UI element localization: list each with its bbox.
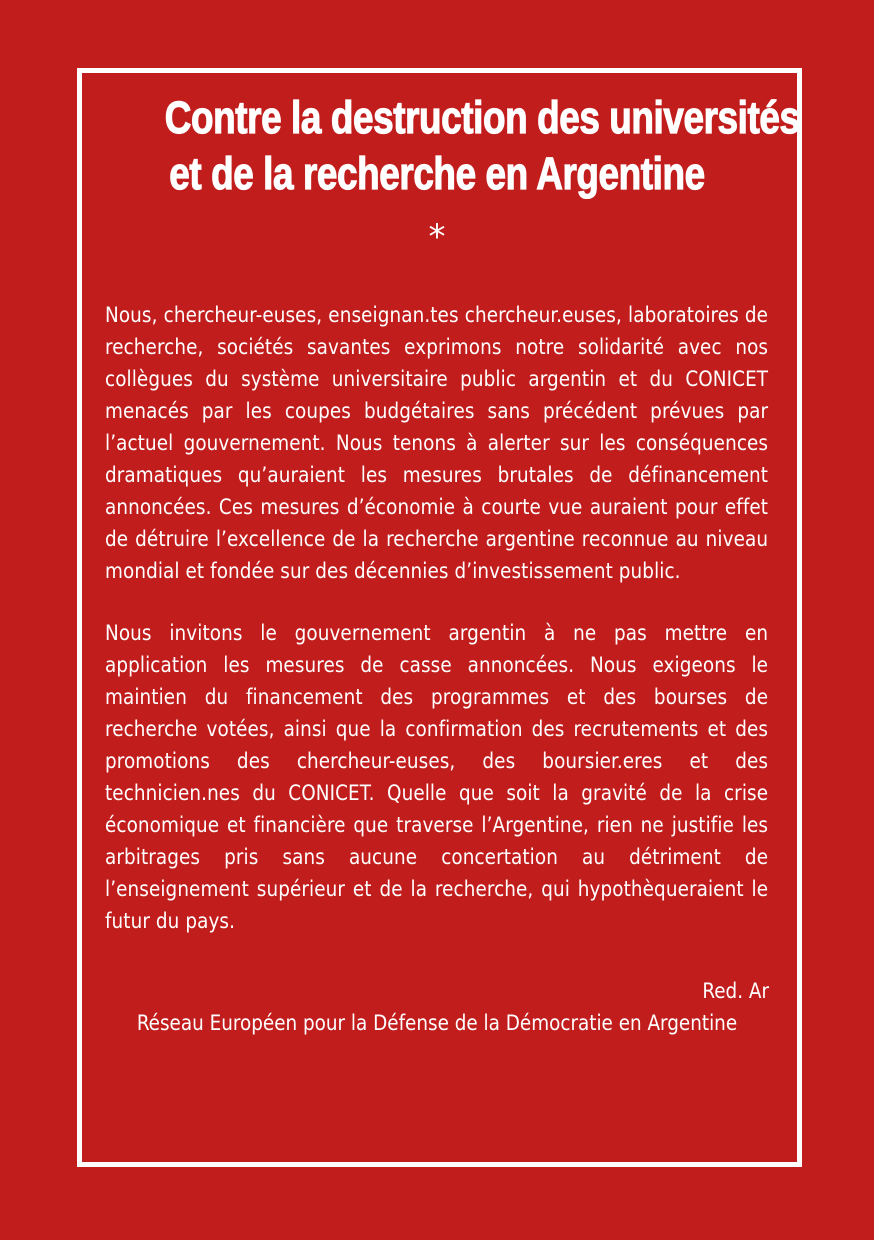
statement-paragraph-1: Nous, chercheur-euses, enseignan.tes chercheur.euses, laboratoires de recherche, sociétés savantes exprimons notre solidarité avec nos collègues du système universitaire public argentin et du CONICET menacés par les coupes budgétaires sans précédent prévues par l’actuel gouvernement. Nous tenons à alerter sur les conséquences dramatiques qu’auraient les mesures brutales de définancement annoncées. Ces mesures d’économie à courte vue auraient pour effet de détruire l’excellence de la recherche argentine reconnue au niveau mondial et fondée sur des décennies d’investissement public.	[105, 303, 769, 584]
signature-short-name: Red. Ar	[702, 979, 769, 1004]
page-title-line-1: Contre la destruction des universités	[164, 92, 800, 143]
asterisk-separator-icon: *	[428, 217, 446, 257]
statement-body	[105, 300, 769, 938]
poster-content	[105, 90, 800, 1040]
statement-paragraph-2: Nous invitons le gouvernement argentin à ne pas mettre en application les mesures de casse annoncées. Nous exigeons le maintien du financement des programmes et des bourses de recherche votées, ainsi que la confirmation des recrutements et des promotions des chercheur-euses, des boursier.eres et des technicien.nes du CONICET. Quelle que soit la gravité de la crise économique et financière que traverse l’Argentine, rien ne justifie les arbitrages pris sans aucune concertation au détriment de l’enseignement supérieur et de la recherche, qui hypothèqueraient le futur du pays.	[105, 621, 769, 934]
page-title-line-2: et de la recherche en Argentine	[169, 148, 705, 199]
signature-block	[105, 976, 769, 1040]
page-title	[164, 90, 800, 202]
signature-full-name: Réseau Européen pour la Défense de la Démocratie en Argentine	[136, 1011, 738, 1036]
